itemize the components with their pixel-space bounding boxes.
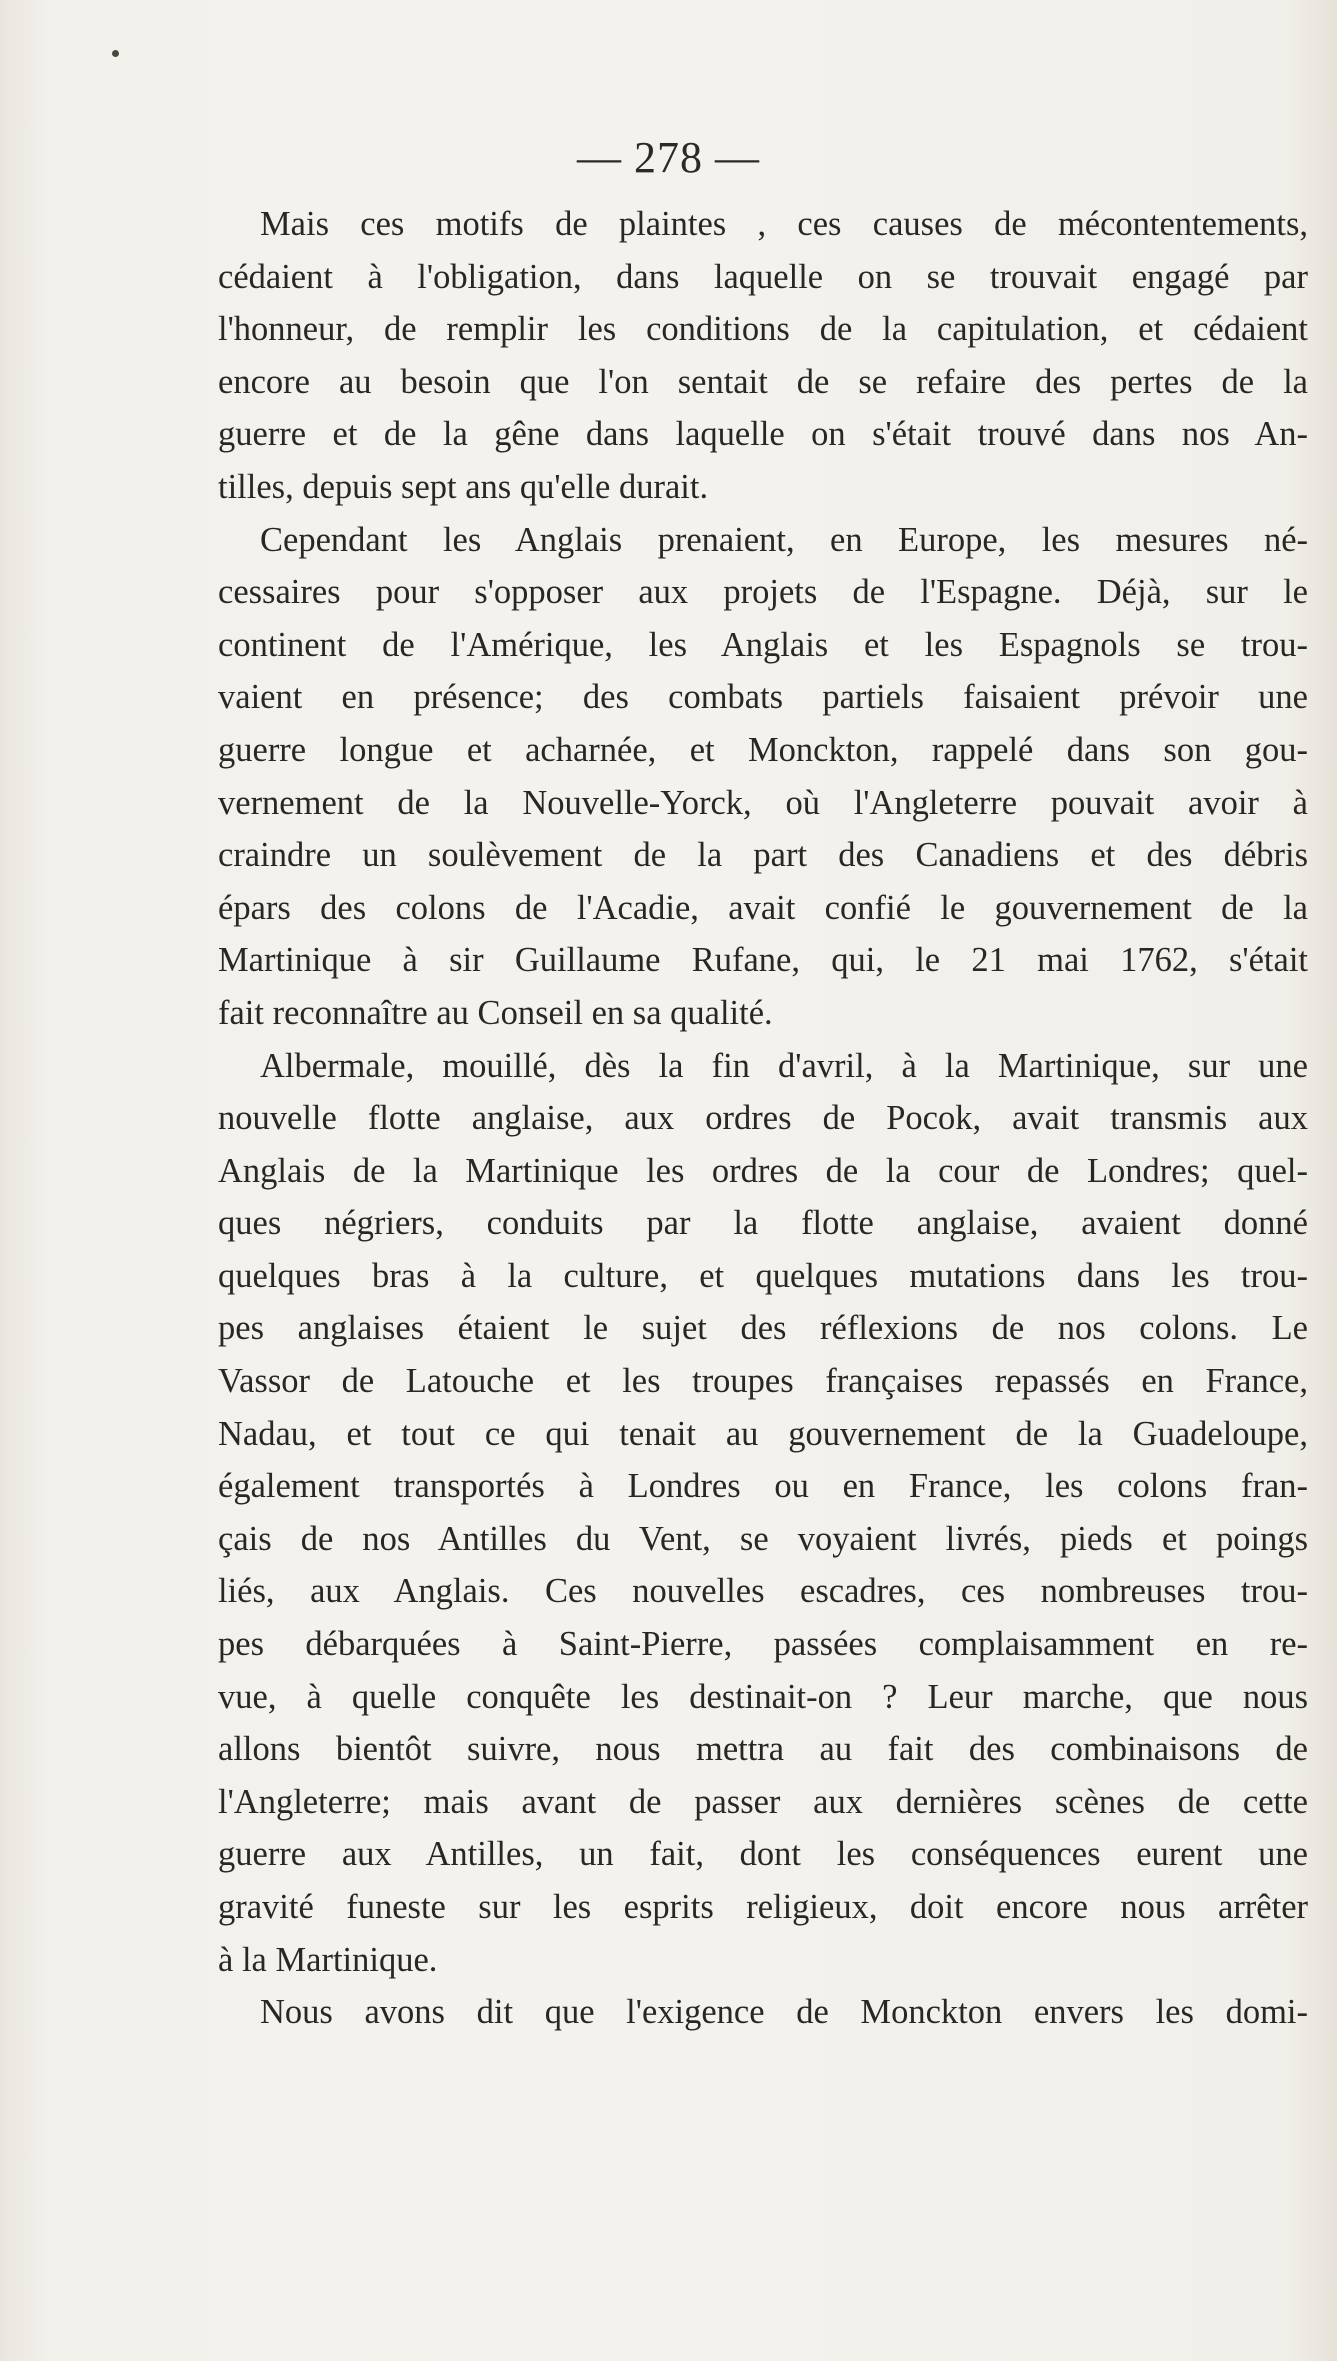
text-line: craindre un soulèvement de la part des Canadiens et des débris xyxy=(218,836,1308,875)
text-line: vaient en présence; des combats partiels faisaient prévoir une xyxy=(218,678,1308,717)
text-line: liés, aux Anglais. Ces nouvelles escadres, ces nombreuses trou- xyxy=(218,1572,1308,1611)
page-number: — 278 — xyxy=(577,133,760,182)
text-line: nouvelle flotte anglaise, aux ordres de Pocok, avait transmis aux xyxy=(218,1099,1308,1138)
text-line: l'honneur, de remplir les conditions de la capitulation, et cédaient xyxy=(218,310,1308,349)
text-line: cessaires pour s'opposer aux projets de l'Espagne. Déjà, sur le xyxy=(218,573,1308,612)
text-line: encore au besoin que l'on sentait de se refaire des pertes de la xyxy=(218,362,1308,401)
text-line: Martinique à sir Guillaume Rufane, qui, le 21 mai 1762, s'était xyxy=(218,941,1308,980)
text-line: Anglais de la Martinique les ordres de la cour de Londres; quel- xyxy=(218,1151,1308,1190)
text-line: quelques bras à la culture, et quelques mutations dans les trou- xyxy=(218,1256,1308,1295)
text-line: çais de nos Antilles du Vent, se voyaient livrés, pieds et poings xyxy=(218,1519,1308,1558)
text-line: pes débarquées à Saint-Pierre, passées complaisamment en re- xyxy=(218,1625,1308,1664)
text-line: fait reconnaître au Conseil en sa qualité. xyxy=(218,993,773,1032)
text-line: également transportés à Londres ou en France, les colons fran- xyxy=(218,1467,1308,1506)
text-line: vernement de la Nouvelle-Yorck, où l'Angleterre pouvait avoir à xyxy=(218,783,1308,822)
text-line: Albermale, mouillé, dès la fin d'avril, à la Martinique, sur une xyxy=(260,1046,1308,1085)
text-line: gravité funeste sur les esprits religieux, doit encore nous arrêter xyxy=(218,1888,1308,1926)
text-line: épars des colons de l'Acadie, avait confié le gouvernement de la xyxy=(218,888,1308,927)
text-line: l'Angleterre; mais avant de passer aux dernières scènes de cette xyxy=(218,1782,1308,1821)
text-line: cédaient à l'obligation, dans laquelle on se trouvait engagé par xyxy=(218,257,1308,296)
text-line: guerre et de la gêne dans laquelle on s'était trouvé dans nos An- xyxy=(218,415,1308,454)
text-line: Nous avons dit que l'exigence de Monckton envers les domi- xyxy=(260,1993,1308,2032)
text-line: ques négriers, conduits par la flotte anglaise, avaient donné xyxy=(218,1204,1308,1243)
text-line: Nadau, et tout ce qui tenait au gouvernement de la Guadeloupe, xyxy=(218,1414,1308,1453)
text-line: continent de l'Amérique, les Anglais et les Espagnols se trou- xyxy=(218,625,1308,664)
text-line: guerre aux Antilles, un fait, dont les conséquences eurent une xyxy=(218,1835,1308,1874)
text-line: Vassor de Latouche et les troupes françaises repassés en France, xyxy=(218,1362,1308,1401)
text-line: tilles, depuis sept ans qu'elle durait. xyxy=(218,467,709,506)
text-line: pes anglaises étaient le sujet des réflexions de nos colons. Le xyxy=(218,1309,1308,1348)
text-line: Mais ces motifs de plaintes , ces causes de mécontentements, xyxy=(260,205,1308,243)
text-line: Cependant les Anglais prenaient, en Europe, les mesures né- xyxy=(260,520,1308,559)
ink-spot xyxy=(112,50,119,57)
body-text xyxy=(218,198,1308,2039)
text-line: guerre longue et acharnée, et Monckton, rappelé dans son gou- xyxy=(218,730,1308,769)
text-line: vue, à quelle conquête les destinait-on ? Leur marche, que nous xyxy=(218,1677,1308,1716)
text-line: allons bientôt suivre, nous mettra au fait des combinaisons de xyxy=(218,1730,1308,1769)
text-line: à la Martinique. xyxy=(218,1940,438,1979)
